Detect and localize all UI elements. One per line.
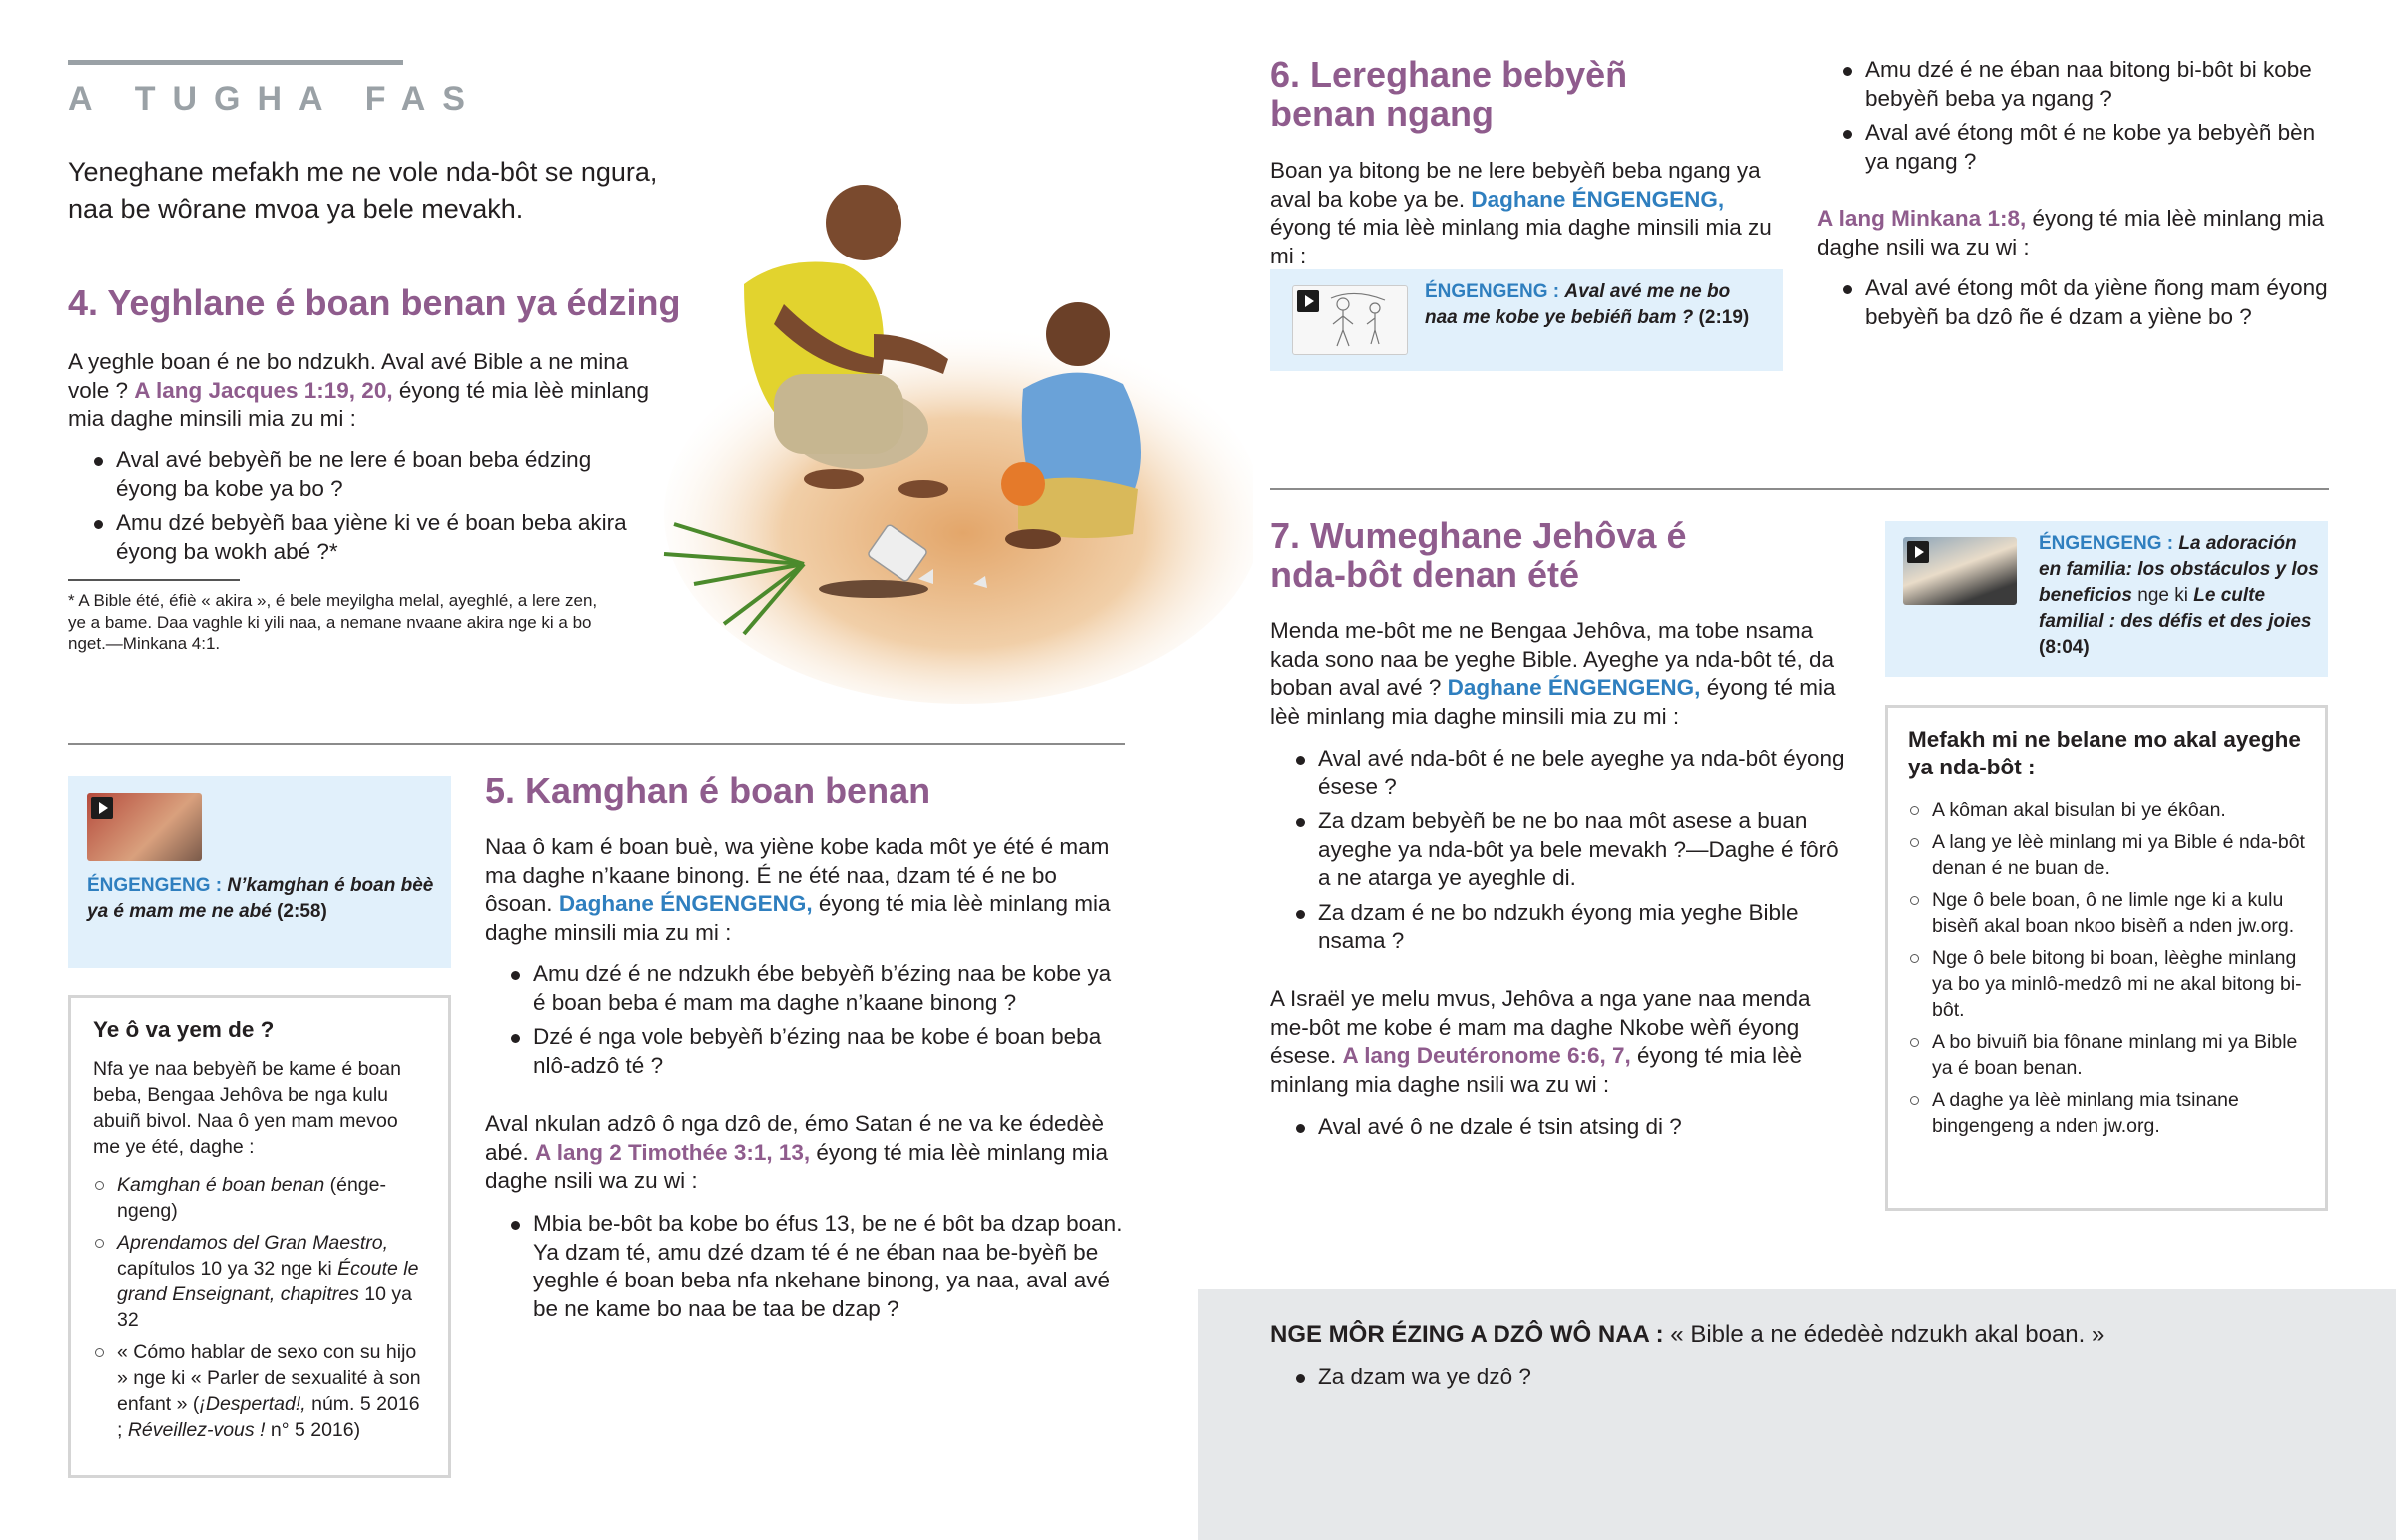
section-5-text-c: Aval nkulan adzô ô nga dzô de, émo Satan é ne va ke édedèè abé. (485, 1111, 1105, 1165)
question-item: Za dzam é ne bo ndzukh éyong mia yeghe Bible nsama ? (1270, 899, 1851, 956)
video-thumbnail[interactable] (1292, 285, 1408, 355)
sidebar-text: Nfa ye naa bebyèñ be kame é boan beba, Bengaa Jehôva be nga kulu abuiñ bivol. Naa ô yen mam mevoo me ye été, daghe : (93, 1058, 401, 1158)
question-item: Aval avé nda-bôt é ne bele ayeghe ya nda-bôt éyong ésese ? (1270, 745, 1851, 801)
section-5-text-d: éyong té mia lèè minlang mia daghe nsili wa zu wi : (485, 1139, 1109, 1193)
header-rule (68, 60, 403, 65)
resource-item[interactable]: « Cómo hablar de sexo con su hijo » nge ki « Parler de sexualité à son enfant » (¡Despertad!, núm. 5 2016 ; Réveillez-vous ! n° 5 2016) (93, 1339, 428, 1443)
section-6-questions-2 (1817, 274, 2336, 337)
intro-text: Yeneghane mefakh me ne vole nda-bôt se ngura, naa be wôrane mvoa ya bele mevakh. (68, 157, 658, 224)
footnote: * A Bible été, éfiè « akira », é bele meyilgha melal, ayeghlé, a lere zen, ye a bame. Daa vaghle ki yili naa, a nemane nvaane akira nge ki a bo nget.—Minkana 4:1. (68, 591, 598, 653)
video-label: ÉNGENGENG : (87, 875, 223, 896)
illustration-father-son (634, 185, 1253, 704)
section-5-text-b: éyong té mia lèè minlang mia daghe minsili mia zu mi : (485, 891, 1111, 945)
summary-title: NGE MÔR ÉZING A DZÔ WÔ NAA : (1270, 1321, 1664, 1348)
video-caption (2039, 531, 2320, 661)
question-item: Amu dzé é ne ndzukh ébe bebyèñ b’ézing naa be kobe ya é boan beba é mam ma daghe n’kaane binong ? (485, 960, 1124, 1017)
resource-item[interactable]: Aprendamos del Gran Maestro, capítulos 10 ya 32 nge ki Écoute le grand Enseignant, chapitres 10 ya 32 (93, 1230, 428, 1333)
question-item: Aval avé étong môt da yiène ñong mam éyong bebyèñ ba dzô ñe é dzam a yiène bo ? (1817, 274, 2336, 331)
question-item: Amu dzé é ne éban naa bitong bi-bôt bi kobe bebyèñ beba ya ngang ? (1817, 56, 2336, 113)
section-5-paragraph-2 (485, 1110, 1124, 1196)
question-item: Dzé é nga vole bebyèñ b’ézing naa be kobe é boan beba nlô-adzô té ? (485, 1023, 1124, 1080)
sidebar-resources (93, 1172, 428, 1443)
video-link[interactable]: Daghane ÉNGENGENG, (558, 891, 813, 916)
tip-item: A bo bivuiñ bia fônane minlang mi ya Bible ya é boan benan. (1908, 1029, 2305, 1081)
section-5-questions-2 (485, 1210, 1124, 1329)
sidebar-ye-o-va-yem-de (68, 995, 451, 1478)
section-5-paragraph-1 (485, 833, 1124, 947)
video-duration: (2:58) (277, 901, 327, 922)
section-6-paragraph (1270, 157, 1787, 270)
section-7-paragraph-1 (1270, 617, 1851, 731)
section-7-questions-2 (1270, 1113, 1851, 1148)
section-7-questions-1 (1270, 745, 1851, 962)
video-caption (1425, 279, 1764, 331)
video-duration: (2:19) (1698, 307, 1750, 328)
question-item: Aval avé bebyèñ be ne lere é boan beba édzing éyong ba kobe ya bo ? (68, 446, 627, 503)
section-6-questions-1 (1817, 56, 2336, 182)
page-title: A TUGHA FAS (68, 80, 482, 118)
question-item: Za dzam bebyèñ be ne bo naa môt asese a buan ayeghe ya nda-bôt ya bele mevakh ?—Daghe é fôrô a ne atarga ye ayeghle di. (1270, 807, 1851, 893)
scripture-link-minkana[interactable]: A lang Minkana 1:8, (1817, 206, 2027, 231)
illustration-svg (634, 185, 1253, 704)
video-thumbnail[interactable] (87, 793, 202, 861)
video-link[interactable]: Daghane ÉNGENGENG, (1447, 675, 1701, 700)
video-duration: (8:04) (2039, 637, 2090, 658)
tip-item: A daghe ya lèè minlang mia tsinane bingengeng a nden jw.org. (1908, 1087, 2305, 1139)
video-link[interactable]: Daghane ÉNGENGENG, (1471, 186, 1725, 212)
video-label: ÉNGENGENG : (1425, 281, 1560, 302)
video-title[interactable]: Aval avé me ne bo naa me kobe ye bebiéñ bam ? (1425, 281, 1731, 328)
play-icon[interactable] (91, 797, 113, 819)
section-divider-left (68, 743, 1125, 745)
video-box-section-7[interactable] (1885, 521, 2328, 677)
tip-item: Nge ô bele boan, ô ne limle nge ki a kulu bisèñ akal boan nkoo bisèñ a nden jw.org. (1908, 887, 2305, 939)
section-6-paragraph-2 (1817, 205, 2336, 261)
section-6-heading: 6. Lereghane bebyèñ benan ngang (1270, 54, 1628, 134)
summary-panel (1198, 1289, 2396, 1540)
sidebar-title: Mefakh mi ne belane mo akal ayeghe ya nda-bôt : (1908, 727, 2301, 779)
section-5-heading: 5. Kamghan é boan benan (485, 770, 931, 811)
video-box-section-6[interactable] (1270, 269, 1783, 371)
sidebar-tips (1908, 797, 2305, 1139)
scripture-link-timothee[interactable]: A lang 2 Timothée 3:1, 13, (535, 1139, 811, 1165)
summary-questions (1270, 1363, 2069, 1398)
section-7-text-d: éyong té mia lèè minlang mia daghe nsili wa zu wi : (1270, 1043, 1803, 1097)
question-item: Mbia be-bôt ba kobe bo éfus 13, be ne é bôt ba dzap boan. Ya dzam té, amu dzé dzam té é ne éban naa be-byèñ be yeghle é boan beba nfa nkehane binong, ya naa, aval avé be ne kame bo naa be taa be dzap ? (485, 1210, 1124, 1323)
video-title-fr[interactable]: Le culte familial : des défis et des joies (2039, 585, 2312, 632)
section-4-paragraph (68, 348, 657, 434)
scripture-link-deuteronome[interactable]: A lang Deutéronome 6:6, 7, (1342, 1043, 1631, 1068)
summary-line (1270, 1319, 2368, 1351)
play-icon[interactable] (1907, 541, 1929, 563)
video-title-es[interactable]: La adoración en familia: los obstáculos y los beneficios (2039, 533, 2319, 606)
section-7-text-c: A Israël ye melu mvus, Jehôva a nga yane naa menda me-bôt me kobe é mam ma daghe Nkobe wèñ éyong ésese. (1270, 986, 1811, 1068)
video-thumbnail[interactable] (1903, 537, 2017, 605)
scripture-link-jacques[interactable]: A lang Jacques 1:19, 20, (134, 377, 393, 403)
section-4-heading: 4. Yeghlane é boan benan ya édzing (68, 282, 681, 323)
sidebar-mefakh-mi-ne-belane (1885, 705, 2328, 1211)
section-divider-right (1270, 488, 2329, 490)
tip-item: A kôman akal bisulan bi ye ékôan. (1908, 797, 2305, 823)
summary-quote: « Bible a ne édedèè ndzukh akal boan. » (1663, 1321, 2105, 1348)
section-5-text-a: Naa ô kam é boan buè, wa yiène kobe kada môt ye été é mam ma daghe n’kaane binong. É ne été naa, dzam té é ne bo ôsoan. (485, 834, 1110, 916)
tip-item: A lang ye lèè minlang mi ya Bible é nda-bôt denan é ne buan de. (1908, 829, 2305, 881)
section-7-heading: 7. Wumeghane Jehôva é nda-bôt denan été (1270, 515, 1687, 595)
tip-item: Nge ô bele bitong bi boan, lèèghe minlang ya bo ya minlô-medzô mi ne akal bitong bi-bôt. (1908, 945, 2305, 1023)
section-4-text-a: A yeghle boan é ne bo ndzukh. Aval avé Bible a ne mina vole ? (68, 349, 629, 403)
video-label: ÉNGENGENG : (2039, 533, 2174, 554)
resource-item[interactable]: Kamghan é boan benan (énge-ngeng) (93, 1172, 428, 1224)
question-item: Za dzam wa ye dzô ? (1270, 1363, 2069, 1392)
video-title[interactable]: N’kamghan é boan bèè ya é mam me ne abé (87, 875, 434, 922)
section-6-text-a: Boan ya bitong be ne lere bebyèñ beba ngang ya aval ba kobe ya be. (1270, 158, 1761, 212)
footnote-rule (68, 579, 240, 581)
video-title-connector: nge ki (2131, 585, 2194, 606)
question-item: Aval avé ô ne dzale é tsin atsing di ? (1270, 1113, 1851, 1142)
section-5-questions-1 (485, 960, 1124, 1086)
video-box-section-5[interactable] (68, 776, 451, 968)
section-7-paragraph-2 (1270, 985, 1851, 1099)
section-7-text-a: Menda me-bôt me ne Bengaa Jehôva, ma tobe nsama kada sono naa be yeghe Bible. Ayeghe ya nda-bôt té, da boban aval avé ? (1270, 618, 1835, 700)
sidebar-title: Ye ô va yem de ? (93, 1017, 275, 1042)
section-4-questions (68, 446, 627, 572)
video-caption (87, 873, 441, 925)
section-7-text-b: éyong té mia lèè minlang mia daghe minsili mia zu mi : (1270, 675, 1836, 729)
question-item: Amu dzé bebyèñ baa yiène ki ve é boan beba akira éyong ba wokh abé ?* (68, 509, 627, 566)
section-4-text-b: éyong té mia lèè minlang mia daghe minsili mia zu mi : (68, 377, 649, 431)
section-6-text-b: éyong té mia lèè minlang mia daghe minsili mia zu mi : (1270, 215, 1772, 268)
play-icon[interactable] (1297, 290, 1319, 312)
section-6-text-c: éyong té mia lèè minlang mia daghe nsili wa zu wi : (1817, 206, 2325, 259)
question-item: Aval avé étong môt é ne kobe ya bebyèñ bèn ya ngang ? (1817, 119, 2336, 176)
